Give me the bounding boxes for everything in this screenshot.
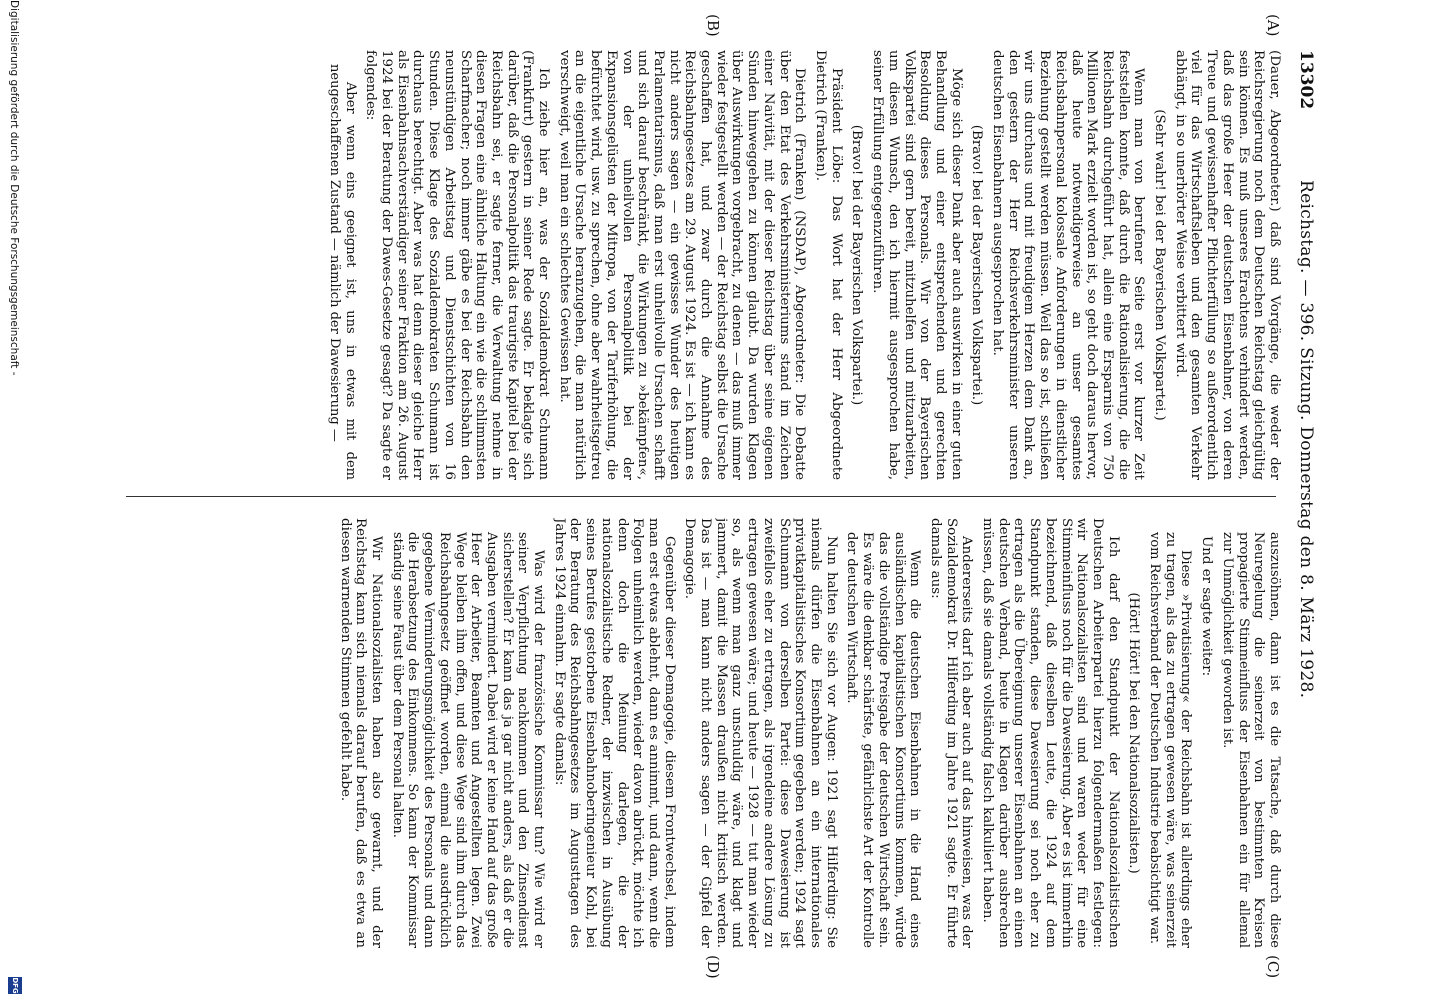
quotation: Aber wenn eins geeignet ist, uns in etwas mit dem neugeschaffenen Zustand — nämlich der Dawesierung — [326, 64, 358, 480]
speaker-paragraph: Dietrich (Franken) (NSDAP), Abgeordneter: Die Debatte über den Etat des Verkehrsministeriums stand im Zeichen einer Naivität, mit der dieser Reichstag über seine eigenen Sünden hinweggehen zu können glaubt. Da wurden Klagen über Auswirkungen vorgebracht, zu denen — das muß immer wieder festgestellt werden — der Reichstag selbst die Ursache geschaffen hat, und zwar durch die Annahme des Reichsbahngesetzes am 29. August 1924. Es ist — ich kann es nicht anders sagen — ein gewisses Wunder des heutigen Parlamentarismus, daß man erst unheilvolle Ursachen schafft und sich darauf beschränkt, die Wirkungen zu »bekämpfen«, von der unheilvollen Personalpolitik bei der Expansionsgelüsten der Mitropa, von der Tariferhöhung, die befürchtet wird, usw. zu sprechen, ohne aber wahrheitsgetreu an die eigentliche Ursache heranzugehen, die man natürlich verschweigt, weil man ein schlechtes Gewissen hat. [556, 50, 808, 480]
paragraph: Nun halten Sie sich vor Augen: 1921 sagt Hilferding: Sie niemals dürfen die Eisenbahnen an ein internationales privatkapitalistisches Konsortium gegeben werden; 1924 sagt Schumann von derselben Partei: diese Dawesierung ist zweifellos eher zu ertragen, als irgendeine andere Lösung zu ertragen gewesen wäre; und heute — 1928 — tut man wieder so, als wenn man ganz unschuldig wäre, und klagt und jammert, damit die Massen draußen nicht kritisch werden. Das ist — man kann nicht anders sagen — der Gipfel der Demagogie. [682, 518, 839, 948]
quotation: Wenn die deutschen Eisenbahnen in die Hand eines ausländischen kapitalistischen Konsortiums kommen, würde das die vollständige Preisgabe der deutschen Wirtschaft sein. Es wäre die denkbar schärfste, gefährlichste Art der Kontrolle der deutschen Wirtschaft. [844, 532, 923, 948]
margin-marker-a: (A) [1264, 14, 1282, 37]
page-header [1288, 50, 1316, 950]
footer-credit: Digitalisierung gefördert durch die Deutsche Forschungsgemeinschaft - [8, 0, 20, 376]
paragraph: Und er sagte weiter: [1199, 536, 1215, 677]
margin-marker-d: (D) [704, 955, 722, 979]
paragraph: Gegenüber dieser Demagogie, diesem Frontwechsel, indem man erst etwas ablehnt, dann es annimmt, und dann, wenn die Folgen unheimlich werden, wieder davon abrückt, möchte ich denn doch die Meinung darlegen, die der nationalsozialistische Redner, der inzwischen in Ausübung seines Berufes gestorbene Eisenbahnoberingenieur Kohl, bei der Beratung des Reichsbahngesetzes im Augusttagen des Jahres 1924 einnahm. Er sagte damals: [551, 518, 677, 948]
paragraph: Möge sich dieser Dank aber auch auswirken in einer guten Behandlung und einer entsprechenden und gerechten Besoldung dieses Personals. Wir von der Bayerischen Volkspartei sind gern bereit, mitzuhelfen und mitzuarbeiten, um diesen Wunsch, den ich hiermit ausgesprochen habe, seiner Erfüllung entgegenzuführen. [870, 50, 964, 480]
paragraph: Andererseits darf ich aber auch auf das hinweisen, was der Sozialdemokrat Dr. Hilferding im Jahre 1921 sagte. Er führte damals aus: [927, 518, 975, 948]
interjection: (Sehr wahr! bei der Bayerischen Volkspartei.) [1152, 109, 1168, 421]
interjection: (Bravo! bei der Bayerischen Volkspartei.) [969, 124, 985, 406]
paragraph: (Dauer, Abgeordneter.) daß sind Vorgänge, die weder der Reichsregierung noch dem Deutschen Reichstag gleichgültig sein können. Es muß unseres Erachtens verhindert werden, daß das große Heer der deutschen Eisenbahner, von deren Treue und gewissenhafter Pflichterfüllung so außerordentlich viel für das Wirtschaftsleben und den gesamten Verkehr abhängt, in so unerhörter Weise verbittert wird. [1172, 50, 1282, 480]
paragraph: Ich ziehe hier an, was der Sozialdemokrat Schumann (Frankfurt) gestern in seiner Rede sagte. Er beklagte sich darüber, daß die Personalpolitik das traurigste Kapitel bei der Reichsbahn sei, er sagte ferner, die Verwaltung nehme in diesen Fragen eine ähnliche Haltung ein wie die schlimmsten Scharfmacher; noch immer gäbe es bei der Reichsbahn den neunstündigen Arbeitstag und Dienstschichten von 16 Stunden. Diese Klage des Sozialdemokraten Schumann ist durchaus berechtigt. Aber was hat denn dieser gleiche Herr als Eisenbahnsachverständiger seiner Fraktion am 26. August 1924 bei der Beratung der Dawes-Gesetze gesagt? Da sagte er folgendes: [363, 50, 552, 480]
interjection: (Bravo! bei der Bayerischen Volkspartei.) [849, 124, 865, 406]
left-column [102, 50, 1282, 480]
margin-marker-b: (B) [704, 14, 722, 37]
paragraph: Wenn man von berufener Seite erst vor kurzer Zeit feststellen konnte, daß durch die Rationalisierung, die die Reichsbahn durchgeführt hat, allein eine Ersparnis von 750 Millionen Mark erzielt worden ist, so geht doch daraus hervor, daß heute notwendigerweise an unser gesamtes Reichsbahnpersonal kolossale Anforderungen in dienstlicher Beziehung gestellt werden müssen. Weil das so ist, schließen wir uns durchaus und mit freudigem Herzen dem Dank an, den gestern der Herr Reichsverkehrsminister unseren deutschen Eisenbahnern ausgesprochen hat. [990, 50, 1147, 480]
quotation: auszusöhnen, dann ist es die Tatsache, daß durch diese Neuregelung die seinerzeit von bestimmten Kreisen propagierte Stimmeinfluss der Eisenbahnen ein für allemal zur Unmöglichkeit geworden ist. [1219, 532, 1282, 948]
page-number: 13302 [1296, 50, 1316, 110]
dfg-logo: DFG [8, 977, 22, 994]
paragraph: Wir Nationalsozialisten haben also gewarnt, und der Reichstag kann sich niemals darauf berufen, daß es etwa an diesen warnenden Stimmen gefehlt habe. [337, 518, 385, 948]
margin-marker-c: (C) [1264, 955, 1282, 979]
speaker-paragraph: Präsident Löbe: Das Wort hat der Herr Abgeordnete Dietrich (Franken). [813, 50, 844, 480]
quotation: Was wird der französische Kommissar tun? Wie wird er seiner Verpflichtung nachkommen und den Zinsendienst sicherstellen? Er kann das ja gar nicht anders, als daß er die Ausgaben vermindert. Dabei wird er keine Hand auf das große Heer der Arbeiter, Beamten und Angestellten legen. Zwei Wege bleiben ihm offen, und diese Wege sind ihm durch das Reichsbahngesetz geöffnet worden, einmal die ausdrücklich gegebene Verminderungsmöglichkeit des Personals und dann die Herabsetzung des Einkommens. So kann der Kommissar ständig seine Faust über dem Personal halten. [389, 532, 547, 948]
paragraph: Ich darf den Standpunkt der Nationalsozialistischen Deutschen Arbeiterpartei hierzu folgendermaßen festlegen: wir Nationalsozialisten sind und waren weder für eine Stimmeinfluss noch für die Dawesierung. Aber es ist immerhin bezeichnend, daß dieselben Leute, die 1924 auf dem Standpunkt standen, diese Dawesierung sei noch eher zu ertragen als die Übereignung unserer Eisenbahnen an einen deutschen Verband, heute in Klagen darüber ausbrechen müssen, daß sie damals vollständig falsch kalkuliert haben. [980, 518, 1121, 948]
interjection: (Hört! Hört! bei den Nationalsozialisten.) [1126, 592, 1142, 874]
column-divider [126, 496, 1276, 497]
right-column [102, 518, 1282, 948]
quotation: Diese »Privatisierung« der Reichsbahn ist allerdings eher zu tragen, als das zu ertragen gewesen wäre, was seinerzeit vom Reichsverband der Deutschen Industrie beabsichtigt war. [1147, 532, 1194, 948]
running-title: Reichstag. — 396. Sitzung. Donnerstag den 8. März 1928. [1296, 180, 1316, 699]
digitization-footer [4, 0, 22, 1000]
